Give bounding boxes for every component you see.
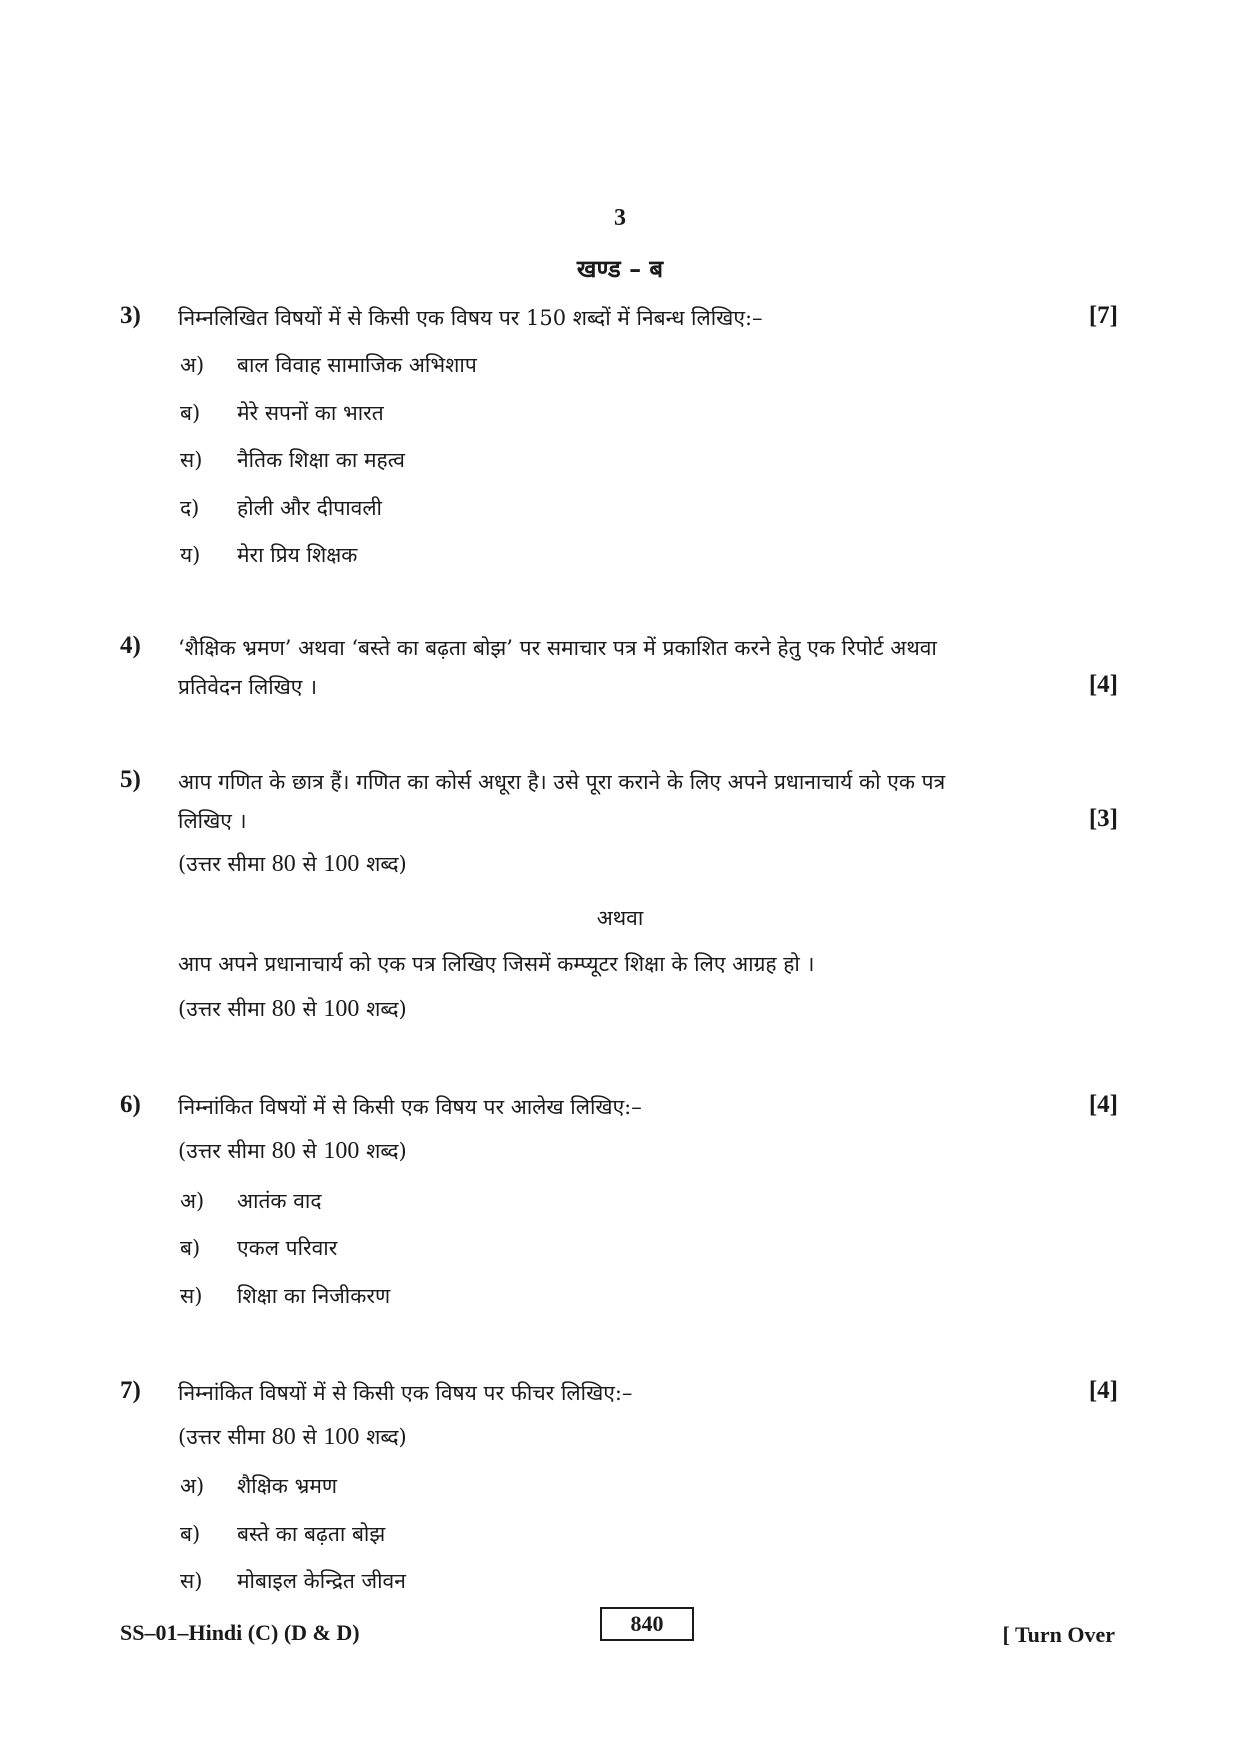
question-number: 7) — [120, 1377, 141, 1404]
question-text: निम्नलिखित विषयों में से किसी एक विषय पर 150 शब्दों में निबन्ध लिखिए:– — [178, 306, 763, 330]
option-text: मेरा प्रिय शिक्षक — [237, 543, 358, 567]
option-letter: अ) — [180, 1189, 205, 1213]
option-letter: ब) — [180, 401, 201, 425]
question-text: निम्नांकित विषयों में से किसी एक विषय पर आलेख लिखिए:– — [178, 1095, 642, 1119]
option-letter: स) — [180, 448, 203, 472]
marks: [4] — [1088, 1377, 1118, 1404]
question-number: 4) — [120, 632, 141, 659]
option-text: एकल परिवार — [237, 1236, 338, 1260]
question-text: आप गणित के छात्र हैं। गणित का कोर्स अधूरा है। उसे पूरा कराने के लिए अपने प्रधानाचार्य को एक पत्र — [178, 770, 946, 794]
alternative-label: अथवा — [596, 906, 644, 930]
page-number: 3 — [614, 205, 626, 231]
option-letter: ब) — [180, 1236, 201, 1260]
option-text: शिक्षा का निजीकरण — [237, 1284, 391, 1308]
marks: [7] — [1088, 302, 1118, 329]
marks: [3] — [1088, 805, 1118, 832]
option-letter: ब) — [180, 1522, 201, 1546]
option-letter: य) — [180, 543, 201, 567]
question-text: ‘शैक्षिक भ्रमण’ अथवा ‘बस्ते का बढ़ता बोझ’ पर समाचार पत्र में प्रकाशित करने हेतु एक रिपोर्ट अथवा — [178, 636, 937, 660]
question-number: 6) — [120, 1091, 141, 1118]
question-text: निम्नांकित विषयों में से किसी एक विषय पर फीचर लिखिए:– — [178, 1381, 633, 1405]
option-text: शैक्षिक भ्रमण — [237, 1474, 338, 1498]
paper-code: SS–01–Hindi (C) (D & D) — [120, 1620, 360, 1645]
option-letter: द) — [180, 496, 200, 520]
paper-number-box: 840 — [600, 1607, 694, 1641]
option-letter: स) — [180, 1569, 203, 1593]
option-text: बस्ते का बढ़ता बोझ — [237, 1522, 386, 1546]
word-limit: (उत्तर सीमा 80 से 100 शब्द) — [178, 996, 407, 1022]
question-number: 3) — [120, 302, 141, 329]
word-limit: (उत्तर सीमा 80 से 100 शब्द) — [178, 1424, 407, 1450]
option-letter: अ) — [180, 1474, 205, 1498]
marks: [4] — [1088, 1091, 1118, 1118]
turn-over-label: [ Turn Over — [1002, 1622, 1115, 1647]
word-limit: (उत्तर सीमा 80 से 100 शब्द) — [178, 851, 407, 877]
option-text: मोबाइल केन्द्रित जीवन — [237, 1569, 406, 1593]
word-limit: (उत्तर सीमा 80 से 100 शब्द) — [178, 1138, 407, 1164]
option-text: नैतिक शिक्षा का महत्व — [237, 448, 405, 472]
question-number: 5) — [120, 766, 141, 793]
option-letter: स) — [180, 1284, 203, 1308]
option-text: मेरे सपनों का भारत — [237, 401, 384, 425]
marks: [4] — [1088, 671, 1118, 698]
alternative-question-text: आप अपने प्रधानाचार्य को एक पत्र लिखिए जिसमें कम्प्यूटर शिक्षा के लिए आग्रह हो । — [178, 952, 815, 976]
option-letter: अ) — [180, 353, 205, 377]
option-text: आतंक वाद — [237, 1189, 322, 1213]
option-text: होली और दीपावली — [237, 496, 382, 520]
option-text: बाल विवाह सामाजिक अभिशाप — [237, 353, 477, 377]
question-text-continued: प्रतिवेदन लिखिए । — [178, 675, 318, 699]
section-title: खण्ड – ब — [576, 254, 664, 283]
question-text-continued: लिखिए । — [178, 809, 247, 833]
